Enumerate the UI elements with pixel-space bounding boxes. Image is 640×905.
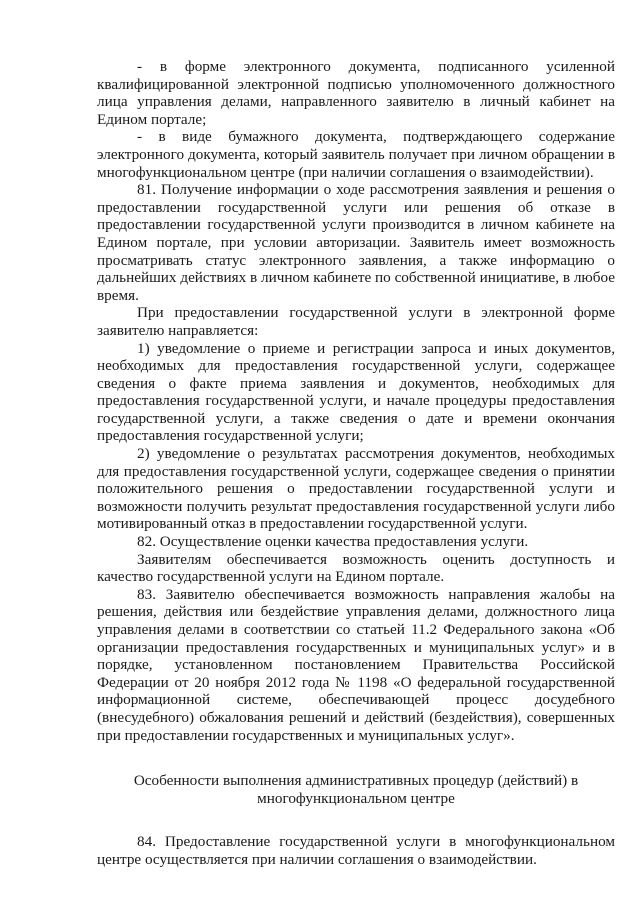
paragraph-paper-document: - в виде бумажного документа, подтверждающего содержание электронного документа, который заявитель получает при личном обращении в многофункциональном центре (при наличии соглашения о взаимодействии).	[97, 128, 615, 181]
paragraph-quality-assessment: Заявителям обеспечивается возможность оценить доступность и качество государственной услуги на Едином портале.	[97, 550, 615, 586]
paragraph-83: 83. Заявителю обеспечивается возможность направления жалобы на решения, действия или бездействие управления делами, должностного лица управления делами в соответствии со статьей 11.2 Федерального закона «Об организации предоставления государственных и муниципальных услуг» и в порядке, установленном постановлением Правительства Российской Федерации от 20 ноября 2012 года № 1198 «О федеральной государственной информационной системе, обеспечивающей процесс досудебного (внесудебного) обжалования решений и действий (бездействия), совершенных при предоставлении государственных и муниципальных услуг».	[97, 585, 615, 744]
section-heading: Особенности выполнения административных процедур (действий) в многофункциональном центре	[133, 772, 579, 807]
paragraph-electronic-document: - в форме электронного документа, подписанного усиленной квалифицированной электронной подписью уполномоченного должностного лица управления делами, направленного заявителю в личный кабинет на Едином портале;	[97, 58, 615, 128]
paragraph-notification-1: 1) уведомление о приеме и регистрации запроса и иных документов, необходимых для предоставления государственной услуги, содержащее сведения о факте приема заявления и документов, необходимых для предоставления государственной услуги, и начале процедуры предоставления государственной услуги, а также сведения о дате и времени окончания предоставления государственной услуги;	[97, 339, 615, 445]
document-page	[97, 58, 615, 869]
paragraph-81: 81. Получение информации о ходе рассмотрения заявления и решения о предоставлении государственной услуги или решения об отказе в предоставлении государственной услуги производится в личном кабинете на Едином портале, при условии авторизации. Заявитель имеет возможность просматривать статус электронного заявления, а также информацию о дальнейших действиях в личном кабинете по собственной инициативе, в любое время.	[97, 181, 615, 304]
spacer	[97, 807, 615, 833]
paragraph-electronic-form: При предоставлении государственной услуги в электронной форме заявителю направляется:	[97, 304, 615, 339]
paragraph-84: 84. Предоставление государственной услуги в многофункциональном центре осуществляется при наличии соглашения о взаимодействии.	[97, 833, 615, 868]
spacer	[97, 744, 615, 772]
paragraph-notification-2: 2) уведомление о результатах рассмотрения документов, необходимых для предоставления государственной услуги, содержащее сведения о принятии положительного решения о предоставлении государственной услуги и возможности получить результат предоставления государственной услуги либо мотивированный отказ в предоставлении государственной услуги.	[97, 445, 615, 533]
paragraph-82: 82. Осуществление оценки качества предоставления услуги.	[137, 533, 529, 551]
